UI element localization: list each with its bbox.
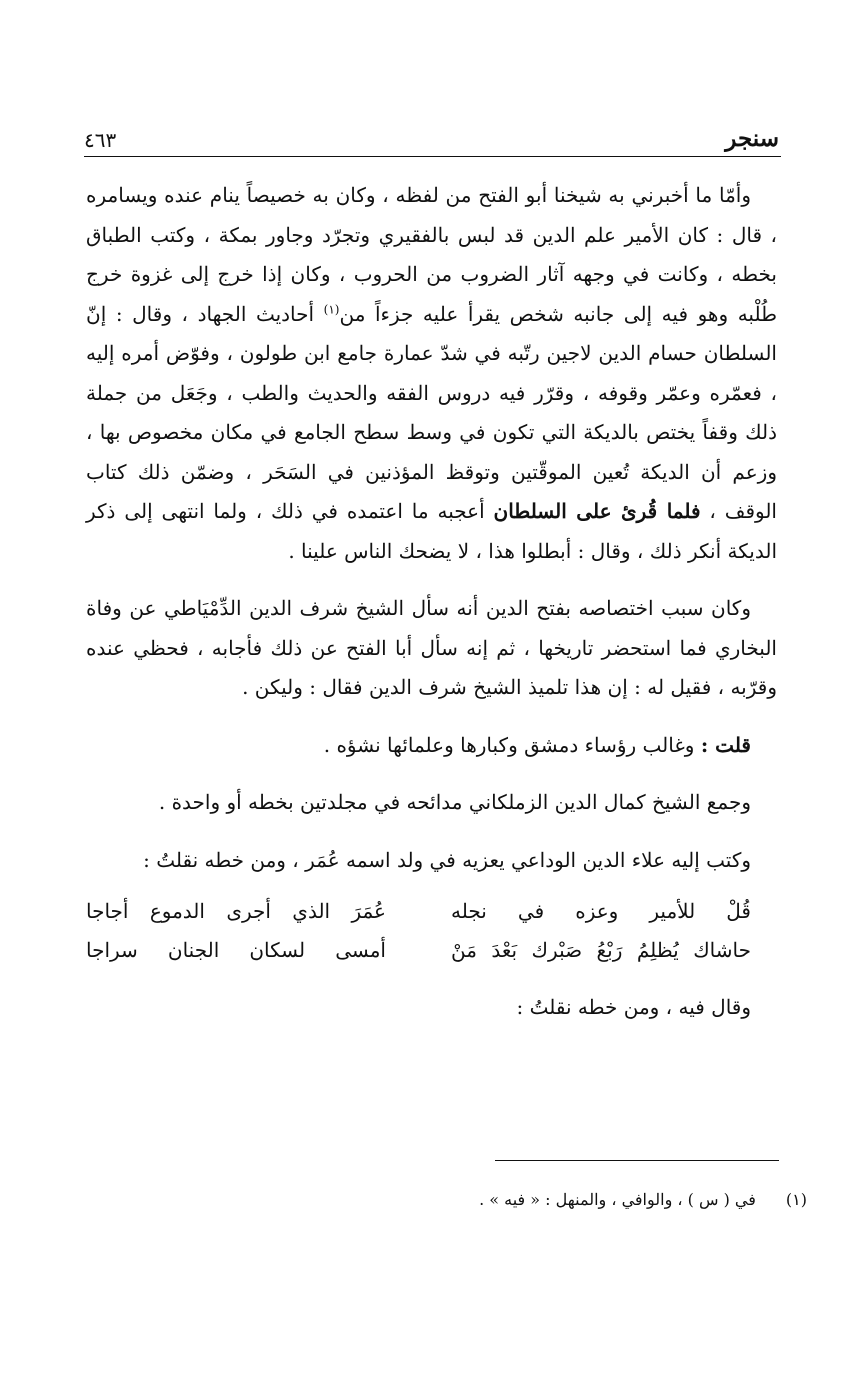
paragraph-1-continued: أحاديث الجهاد ، وقال : إنّ السلطان حسام الدين لاجين رتّبه في شدّ عمارة جامع ابن طولون ، وفوّض أمره إليه ، فعمّره وعمّر وقوفه ، وقرّر فيه دروس الفقه والحديث والطب ، وجَعَل من جملة ذلك وقفاً يختص بالديكة التي تكون في وسط سطح الجامع في مكان مخصوص بها ، وزعم أن الديكة تُعين الموقّتين وتوقظ المؤذنين في السَحَر ، وضمّن ذلك كتاب الوقف ،: [86, 301, 777, 523]
footnote-divider: [495, 1160, 779, 1161]
paragraph-6: وقال فيه ، ومن خطه نقلتُ :: [516, 995, 751, 1019]
verse-second-hemistich: أمسى لسكان الجنان سراجا: [86, 938, 386, 962]
footnote-text: في ( س ) ، والوافي ، والمنهل : « فيه » .: [479, 1190, 756, 1209]
poem: [86, 892, 751, 970]
footnote-reference[interactable]: (١): [323, 301, 340, 316]
main-text: [86, 176, 777, 1028]
poem-verse: [86, 931, 751, 970]
bold-phrase: فلما قُرئ على السلطان: [493, 499, 701, 523]
verse-second-hemistich: عُمَرَ الذي أجرى الدموع أجاجا: [86, 899, 386, 923]
paragraph-1-text: وأمّا ما أخبرني به شيخنا أبو الفتح من لفظه ، وكان به خصيصاً ينام عنده ويسامره ، قال : كان الأمير علم الدين قد لبس بالفقيري وتجرّد وجاور بمكة ، وكتب الطباق بخطه ، وكانت في وجهه آثار الضروب من الحروب ، وكان إذا خرج إلى غزوة خرج طُلْبه وهو فيه إلى جانبه شخص يقرأ عليه جزءاً من: [86, 183, 777, 326]
chapter-title: سنجر: [725, 125, 779, 152]
paragraph-1-end: أعجبه ما اعتمده في ذلك ، ولما انتهى إلى ذكر الديكة أنكر ذلك ، وقال : أبطلوا هذا ، لا يضحك الناس علينا .: [86, 499, 777, 563]
running-header: [84, 118, 779, 152]
verse-first-hemistich: حاشاك يُظلِمُ رَبْعُ صَبْرك بَعْدَ مَنْ: [451, 938, 751, 962]
paragraph-4: وجمع الشيخ كمال الدين الزملكاني مدائحه في مجلدتين بخطه أو واحدة .: [158, 790, 751, 814]
paragraph-1: [86, 176, 777, 571]
paragraph-2: وكان سبب اختصاصه بفتح الدين أنه سأل الشيخ شرف الدين الدِّمْيَاطي عن وفاة البخاري فما استحضر تاريخها ، ثم إنه سأل أبا الفتح عن ذلك فأجابه ، فحظي عنده وقرّبه ، فقيل له : إن هذا تلميذ الشيخ شرف الدين فقال : وليكن .: [86, 596, 777, 699]
footnote: [86, 1190, 807, 1209]
poem-verse: [86, 892, 751, 931]
page-number: ٤٦٣: [84, 128, 117, 152]
paragraph-5: وكتب إليه علاء الدين الوداعي يعزيه في ولد اسمه عُمَر ، ومن خطه نقلتُ :: [143, 847, 751, 872]
qultu-label: قلت :: [700, 732, 751, 757]
verse-first-hemistich: قُلْ للأمير وعزه في نجله: [451, 899, 751, 923]
footnote-number: (١): [785, 1190, 807, 1209]
header-divider: [84, 156, 781, 157]
paragraph-3: [86, 726, 777, 766]
paragraph-3-text: وغالب رؤساء دمشق وكبارها وعلمائها نشؤه .: [323, 732, 701, 757]
